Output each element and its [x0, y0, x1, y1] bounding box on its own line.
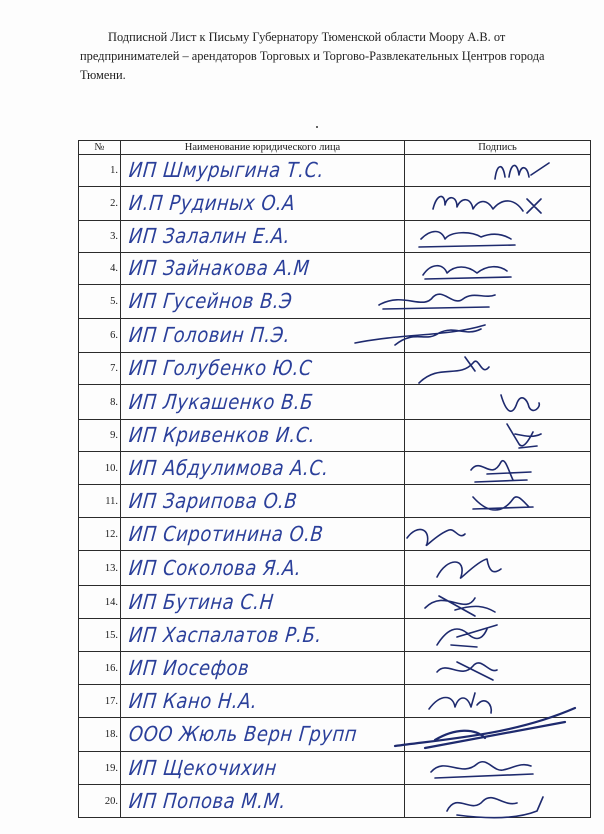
table-row: [79, 718, 591, 752]
handwritten-signature: [423, 187, 583, 220]
signature-cell: [405, 187, 591, 221]
entity-name-cell: [121, 353, 405, 385]
signature-cell: [405, 319, 591, 353]
signature-cell: [405, 586, 591, 619]
handwritten-signature: [429, 353, 589, 384]
row-number: 19.: [79, 752, 121, 785]
table-row: [79, 752, 591, 785]
row-number: 1.: [79, 155, 121, 187]
entity-name-handwritten: ИП Щекочихин: [127, 755, 278, 781]
entity-name-handwritten: ИП Зарипова О.В: [127, 488, 299, 514]
row-number: 3.: [79, 221, 121, 253]
entity-name-cell: [121, 785, 405, 818]
row-number: 20.: [79, 785, 121, 818]
entity-name-cell: [121, 420, 405, 452]
signature-cell: [405, 353, 591, 385]
signature-cell: [405, 385, 591, 420]
table-row: [79, 619, 591, 652]
handwritten-signature: [433, 485, 593, 517]
signature-cell: [405, 285, 591, 319]
row-number: 9.: [79, 420, 121, 452]
entity-name-cell: [121, 518, 405, 551]
handwritten-signature: [385, 319, 545, 352]
signature-cell: [405, 221, 591, 253]
signature-table: [78, 140, 591, 818]
entity-name-handwritten: ИП Абдулимова А.С.: [127, 455, 330, 481]
table-row: [79, 253, 591, 285]
header-signature: Подпись: [405, 141, 591, 155]
table-row: [79, 221, 591, 253]
entity-name-handwritten: ИП Хаспалатов Р.Б.: [127, 622, 323, 648]
table-header-row: [79, 141, 591, 155]
entity-name-cell: [121, 385, 405, 420]
entity-name-handwritten: ИП Кривенков И.С.: [127, 423, 317, 448]
row-number: 15.: [79, 619, 121, 652]
handwritten-signature: [397, 518, 557, 550]
header-entity-name: Наименование юридического лица: [121, 141, 405, 155]
entity-name-cell: [121, 285, 405, 319]
table-row: [79, 319, 591, 353]
entity-name-handwritten: И.П Рудиных О.А: [127, 191, 297, 216]
handwritten-signature: [427, 785, 587, 817]
table-row: [79, 420, 591, 452]
signature-cell: [405, 652, 591, 685]
entity-name-handwritten: ИП Иосефов: [127, 655, 251, 681]
entity-name-handwritten: ИП Шмурыгина Т.С.: [127, 158, 326, 183]
signature-cell: [405, 155, 591, 187]
row-number: 4.: [79, 253, 121, 285]
signature-cell: [405, 752, 591, 785]
handwritten-signature: [393, 285, 553, 318]
signature-cell: [405, 420, 591, 452]
entity-name-cell: [121, 652, 405, 685]
table-row: [79, 652, 591, 685]
entity-name-cell: [121, 685, 405, 718]
entity-name-handwritten: ИП Зайнакова А.М: [127, 256, 311, 281]
entity-name-handwritten: ИП Бутина С.Н: [127, 589, 275, 615]
row-number: 7.: [79, 353, 121, 385]
signature-cell: [405, 253, 591, 285]
handwritten-signature: [431, 452, 591, 484]
row-number: 16.: [79, 652, 121, 685]
table-row: [79, 518, 591, 551]
stray-mark: [316, 126, 318, 128]
row-number: 13.: [79, 551, 121, 586]
table-row: [79, 353, 591, 385]
table-row: [79, 785, 591, 818]
handwritten-signature: [447, 385, 604, 419]
entity-name-cell: [121, 221, 405, 253]
entity-name-handwritten: ИП Залалин Е.А.: [127, 224, 292, 249]
signature-cell: [405, 619, 591, 652]
entity-name-handwritten: ООО Жюль Верн Групп: [127, 722, 359, 747]
signature-cell: [405, 551, 591, 586]
row-number: 2.: [79, 187, 121, 221]
signature-cell: [405, 452, 591, 485]
entity-name-handwritten: ИП Соколова Я.А.: [127, 555, 303, 581]
table-row: [79, 586, 591, 619]
table-row: [79, 385, 591, 420]
entity-name-cell: [121, 452, 405, 485]
entity-name-cell: [121, 485, 405, 518]
signature-cell: [405, 518, 591, 551]
handwritten-signature: [449, 420, 604, 451]
entity-name-cell: [121, 187, 405, 221]
header-number: №: [79, 141, 121, 155]
handwritten-signature: [421, 752, 581, 784]
entity-name-handwritten: ИП Гусейнов В.Э: [127, 289, 294, 314]
entity-name-handwritten: ИП Попова М.М.: [127, 788, 288, 814]
handwritten-signature: [415, 718, 575, 751]
table-row: [79, 485, 591, 518]
table-row: [79, 285, 591, 319]
document-heading: [80, 28, 560, 85]
entity-name-handwritten: ИП Головин П.Э.: [127, 323, 292, 348]
table-row: [79, 685, 591, 718]
handwritten-signature: [419, 685, 579, 717]
handwritten-signature: [415, 586, 575, 618]
signature-cell: [405, 718, 591, 752]
row-number: 5.: [79, 285, 121, 319]
handwritten-signature: [417, 551, 577, 585]
table-row: [79, 452, 591, 485]
row-number: 12.: [79, 518, 121, 551]
row-number: 10.: [79, 452, 121, 485]
table-row: [79, 155, 591, 187]
handwritten-signature: [411, 253, 571, 284]
entity-name-cell: [121, 155, 405, 187]
entity-name-cell: [121, 253, 405, 285]
heading-text: Подписной Лист к Письму Губернатору Тюменской области Моору А.В. от предпринимателей – арендаторов Торговых и Торгово-Развлекательных Центров города Тюмени.: [80, 30, 545, 82]
table-row: [79, 551, 591, 586]
entity-name-cell: [121, 752, 405, 785]
row-number: 11.: [79, 485, 121, 518]
handwritten-signature: [465, 155, 604, 186]
entity-name-handwritten: ИП Сиротинина О.В: [127, 521, 325, 547]
signature-cell: [405, 485, 591, 518]
entity-name-cell: [121, 319, 405, 353]
row-number: 14.: [79, 586, 121, 619]
handwritten-signature: [411, 221, 571, 252]
entity-name-handwritten: ИП Кано Н.А.: [127, 688, 259, 714]
row-number: 17.: [79, 685, 121, 718]
row-number: 8.: [79, 385, 121, 420]
entity-name-cell: [121, 551, 405, 586]
entity-name-cell: [121, 718, 405, 752]
signature-cell: [405, 785, 591, 818]
entity-name-cell: [121, 586, 405, 619]
row-number: 18.: [79, 718, 121, 752]
entity-name-handwritten: ИП Голубенко Ю.С: [127, 356, 314, 381]
handwritten-signature: [417, 619, 577, 651]
row-number: 6.: [79, 319, 121, 353]
table-row: [79, 187, 591, 221]
entity-name-handwritten: ИП Лукашенко В.Б: [127, 389, 315, 415]
handwritten-signature: [427, 652, 587, 684]
entity-name-cell: [121, 619, 405, 652]
